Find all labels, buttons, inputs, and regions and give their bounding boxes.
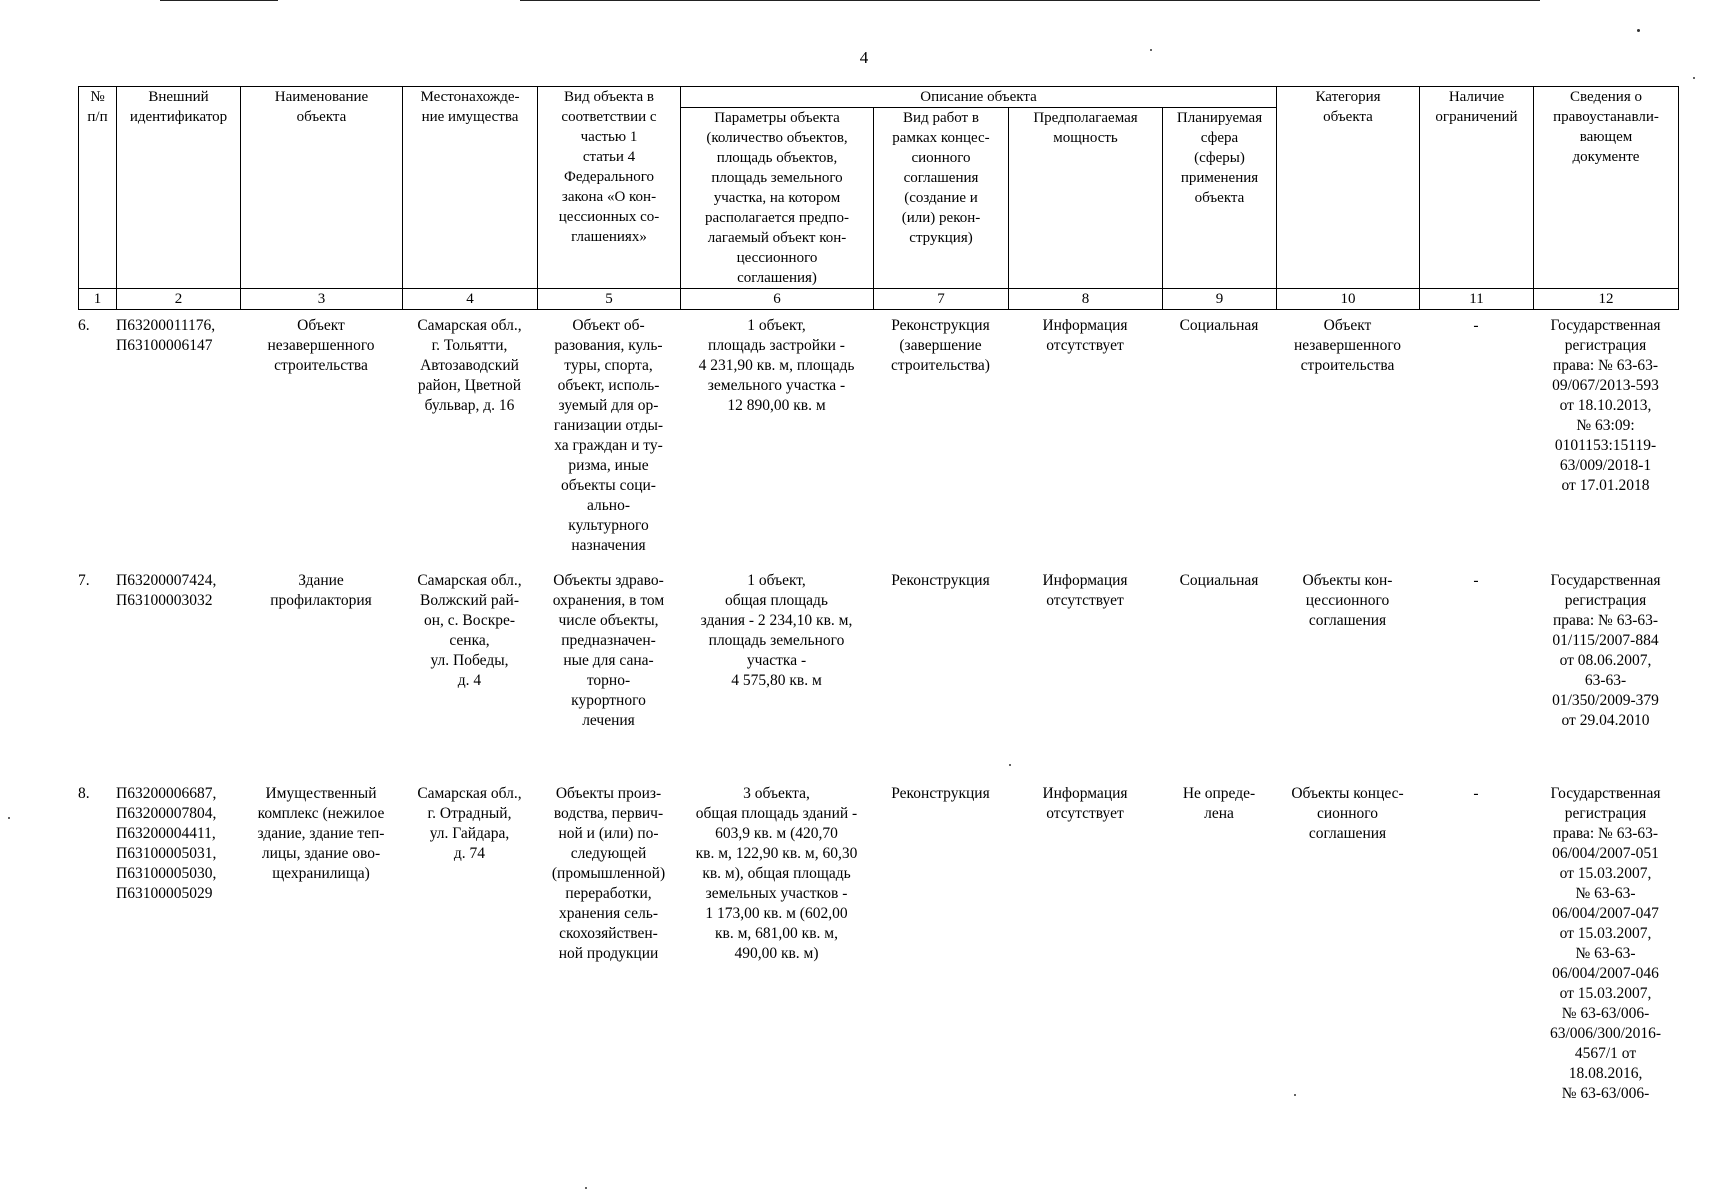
row-identifier — [116, 316, 240, 356]
row-document-line: 63/009/2018-1 — [1559, 457, 1652, 474]
header-number-row — [79, 289, 1679, 310]
row-capacity-line: отсутствует — [1046, 805, 1124, 822]
row-location-line: г. Отрадный, — [427, 805, 512, 822]
row-document-line: 06/004/2007-047 — [1552, 905, 1659, 922]
row-object-type-line: переработки, — [565, 885, 652, 902]
row-object-name-line: комплекс (нежилое — [257, 805, 385, 822]
row-parameters-line: 3 объекта, — [743, 785, 810, 802]
row-identifier-line: П63200007804, — [116, 805, 217, 822]
row-object-type-line: скохозяйствен- — [559, 925, 658, 942]
row-category-line: цессионного — [1305, 592, 1390, 609]
row-document-line: 18.08.2016, — [1568, 1065, 1643, 1082]
row-document — [1533, 571, 1678, 731]
row-object-type-line: туры, спорта, — [564, 357, 653, 374]
header-col-capacity: Предполагаемая мощность — [1009, 108, 1163, 289]
row-object-type-line: ной продукции — [558, 945, 659, 962]
row-document — [1533, 784, 1678, 1104]
row-location-line: бульвар, д. 16 — [424, 397, 515, 414]
row-object-type-line: торно- — [586, 672, 631, 689]
row-category-line: незавершенного — [1293, 337, 1402, 354]
row-object-type-line: хранения сель- — [558, 905, 659, 922]
row-location-line: он, с. Воскре- — [423, 612, 516, 629]
row-works-line: Реконструкция — [891, 317, 990, 334]
row-identifier-line: П63200006687, — [116, 785, 217, 802]
row-identifier-line: П63200011176, — [116, 317, 216, 334]
row-document-line: № 63-63/006- — [1561, 1085, 1650, 1102]
row-location-line: Самарская обл., — [417, 317, 522, 334]
row-parameters-line: участка - — [746, 652, 807, 669]
column-number: 9 — [1163, 289, 1277, 310]
row-document-line: № 63-63/006- — [1561, 1005, 1650, 1022]
row-object-type-line: ной и (или) по- — [558, 825, 659, 842]
row-identifier-line: П63100005030, — [116, 865, 217, 882]
row-parameters-line: 603,9 кв. м (420,70 — [715, 825, 838, 842]
row-object-name-line: профилактория — [270, 592, 372, 609]
column-number: 10 — [1277, 289, 1420, 310]
row-object-name — [240, 784, 402, 884]
row-document-line: Государственная — [1550, 572, 1661, 589]
header-col-identifier: Внешний идентификатор — [117, 87, 241, 289]
row-works — [873, 316, 1008, 376]
row-object-name-line: здание, здание теп- — [257, 825, 385, 842]
row-document-line: от 15.03.2007, — [1559, 865, 1652, 882]
row-sphere — [1162, 316, 1276, 336]
row-parameters-line: кв. м, 122,90 кв. м, 60,30 — [695, 845, 858, 862]
row-works — [873, 571, 1008, 591]
row-identifier-line: П63200007424, — [116, 572, 217, 589]
row-sphere-line: Не опреде- — [1182, 785, 1256, 802]
row-restrictions — [1419, 571, 1533, 591]
row-location — [402, 784, 537, 864]
row-index — [78, 316, 110, 336]
row-restrictions-line: - — [1473, 572, 1479, 589]
column-number: 8 — [1009, 289, 1163, 310]
row-category-line: соглашения — [1308, 825, 1387, 842]
row-parameters-line: 4 575,80 кв. м — [731, 672, 822, 689]
row-index-line: 8. — [78, 785, 90, 802]
column-number: 6 — [681, 289, 874, 310]
row-document-line: регистрация — [1564, 592, 1647, 609]
row-document-line: права: № 63-63- — [1552, 612, 1659, 629]
row-object-type-line: Объекты здраво- — [553, 572, 664, 589]
column-number: 1 — [79, 289, 117, 310]
row-sphere — [1162, 571, 1276, 591]
row-document-line: регистрация — [1564, 337, 1647, 354]
row-object-type-line: (промышленной) — [551, 865, 666, 882]
row-identifier-line: П63200004411, — [116, 825, 216, 842]
row-parameters — [680, 784, 873, 964]
header-col-category: Категория объекта — [1277, 87, 1420, 289]
row-object-type-line: объект, исполь- — [557, 377, 660, 394]
row-document-line: права: № 63-63- — [1552, 825, 1659, 842]
row-document-line: 4567/1 от — [1574, 1045, 1637, 1062]
scan-speck — [8, 817, 10, 819]
header-group-description: Описание объекта — [681, 87, 1277, 108]
row-object-type-line: следующей — [570, 845, 647, 862]
row-parameters-line: земельных участков - — [705, 885, 848, 902]
scan-speck — [1294, 1094, 1296, 1096]
row-object-type-line: разования, куль- — [554, 337, 663, 354]
row-sphere-line: Социальная — [1179, 317, 1259, 334]
row-sphere-line: лена — [1204, 805, 1234, 822]
column-number: 11 — [1420, 289, 1534, 310]
row-object-type-line: предназначен- — [561, 632, 656, 649]
row-object-type — [537, 316, 680, 556]
row-parameters-line: кв. м, 681,00 кв. м, — [715, 925, 838, 942]
row-parameters-line: 490,00 кв. м) — [734, 945, 819, 962]
row-document-line: № 63:09: — [1576, 417, 1635, 434]
row-document-line: 06/004/2007-051 — [1552, 845, 1659, 862]
row-location-line: Волжский рай- — [419, 592, 519, 609]
row-location-line: ул. Гайдара, — [429, 825, 510, 842]
row-category — [1276, 784, 1419, 844]
row-restrictions-line: - — [1473, 317, 1479, 334]
scan-speck — [1009, 764, 1011, 766]
row-location-line: д. 74 — [453, 845, 486, 862]
row-category — [1276, 316, 1419, 376]
row-parameters-line: 1 объект, — [747, 317, 806, 334]
row-works-line: (завершение — [899, 337, 982, 354]
column-number: 7 — [874, 289, 1009, 310]
row-location-line: Автозаводский — [420, 357, 519, 374]
row-document-line: от 08.06.2007, — [1559, 652, 1652, 669]
row-object-name-line: щехранилища) — [272, 865, 370, 882]
row-parameters-line: площадь застройки - — [708, 337, 845, 354]
row-object-type-line: назначения — [571, 537, 646, 554]
column-number: 2 — [117, 289, 241, 310]
row-works-line: Реконструкция — [891, 572, 990, 589]
row-location-line: г. Тольятти, — [431, 337, 508, 354]
header-col-number: № п/п — [79, 87, 117, 289]
row-object-name-line: незавершенного — [267, 337, 375, 354]
row-identifier — [116, 784, 240, 904]
row-parameters — [680, 571, 873, 691]
row-parameters-line: общая площадь зданий - — [695, 805, 858, 822]
row-document-line: 63-63- — [1584, 672, 1627, 689]
row-capacity — [1008, 784, 1162, 824]
header-col-sphere: Планируемая сфера (сферы) применения объекта — [1163, 108, 1277, 289]
row-object-type-line: курортного — [571, 692, 646, 709]
row-document-line: 63/006/300/2016- — [1549, 1025, 1662, 1042]
row-identifier-line: П63100005029 — [116, 885, 213, 902]
row-sphere — [1162, 784, 1276, 824]
row-object-type-line: объекты соци- — [561, 477, 656, 494]
header-col-params: Параметры объекта (количество объектов, площадь объектов, площадь земельного участка, на котором располагается предпо- лагаемый объект кон- цессионного соглашения) — [681, 108, 874, 289]
row-identifier-line: П63100003032 — [116, 592, 213, 609]
row-location-line: Самарская обл., — [417, 785, 522, 802]
row-capacity-line: отсутствует — [1046, 337, 1124, 354]
row-capacity-line: Информация — [1042, 572, 1128, 589]
page-number: 4 — [859, 48, 869, 67]
row-object-type-line: числе объекты, — [558, 612, 659, 629]
header-col-works: Вид работ в рамках концес- сионного соглашения (создание и (или) рекон- струкция) — [874, 108, 1009, 289]
row-object-name-line: Здание — [298, 572, 344, 589]
row-object-type-line: лечения — [582, 712, 635, 729]
scan-speck — [1693, 77, 1695, 79]
column-number: 12 — [1534, 289, 1679, 310]
row-location-line: Самарская обл., — [417, 572, 522, 589]
row-document-line: от 29.04.2010 — [1561, 712, 1650, 729]
row-parameters-line: 1 объект, — [747, 572, 806, 589]
row-location-line: сенка, — [449, 632, 490, 649]
row-object-type-line: зуемый для ор- — [558, 397, 659, 414]
row-document-line: от 18.10.2013, — [1559, 397, 1652, 414]
row-index — [78, 784, 110, 804]
row-restrictions — [1419, 316, 1533, 336]
table-header — [78, 86, 1679, 310]
row-sphere-line: Социальная — [1179, 572, 1259, 589]
column-number: 5 — [538, 289, 681, 310]
row-parameters-line: общая площадь — [724, 592, 828, 609]
row-document-line: № 63-63- — [1575, 945, 1636, 962]
row-object-type-line: культурного — [568, 517, 649, 534]
row-category — [1276, 571, 1419, 631]
row-object-type-line: ризма, иные — [568, 457, 649, 474]
column-number: 4 — [403, 289, 538, 310]
row-document-line: Государственная — [1550, 785, 1661, 802]
row-object-name-line: Имущественный — [265, 785, 377, 802]
row-object-name-line: строительства — [274, 357, 368, 374]
row-category-line: строительства — [1300, 357, 1395, 374]
row-object-type-line: ные для сана- — [563, 652, 654, 669]
row-document-line: регистрация — [1564, 805, 1647, 822]
row-document-line: 0101153:15119- — [1554, 437, 1657, 454]
row-parameters-line: 12 890,00 кв. м — [727, 397, 826, 414]
row-document-line: права: № 63-63- — [1552, 357, 1659, 374]
row-object-type-line: ганизации отды- — [553, 417, 664, 434]
row-object-type-line: водства, первич- — [553, 805, 664, 822]
row-document-line: от 15.03.2007, — [1559, 985, 1652, 1002]
row-parameters-line: кв. м), общая площадь — [702, 865, 851, 882]
scan-speck — [585, 1187, 587, 1189]
scan-edge-line — [520, 0, 1540, 1]
header-col-restrictions: Наличие ограничений — [1420, 87, 1534, 289]
row-location-line: д. 4 — [457, 672, 482, 689]
row-restrictions-line: - — [1473, 785, 1479, 802]
row-capacity-line: Информация — [1042, 785, 1128, 802]
row-capacity-line: Информация — [1042, 317, 1128, 334]
header-col-type: Вид объекта в соответствии с частью 1 статьи 4 Федерального закона «О кон- цессионных со- глашениях» — [538, 87, 681, 289]
row-document-line: 01/115/2007-884 — [1552, 632, 1659, 649]
row-parameters — [680, 316, 873, 416]
row-identifier-line: П63100005031, — [116, 845, 217, 862]
row-parameters-line: 1 173,00 кв. м (602,00 — [705, 905, 848, 922]
row-object-type-line: Объект об- — [572, 317, 645, 334]
row-document-line: 09/067/2013-593 — [1552, 377, 1659, 394]
row-location — [402, 316, 537, 416]
row-object-name — [240, 316, 402, 376]
row-works — [873, 784, 1008, 804]
row-category-line: Объекты кон- — [1302, 572, 1393, 589]
row-category-line: Объекты концес- — [1291, 785, 1404, 802]
column-number: 3 — [241, 289, 403, 310]
row-parameters-line: земельного участка - — [707, 377, 846, 394]
row-parameters-line: 4 231,90 кв. м, площадь — [698, 357, 855, 374]
row-capacity-line: отсутствует — [1046, 592, 1124, 609]
row-identifier — [116, 571, 240, 611]
row-object-type — [537, 784, 680, 964]
row-works-line: строительства) — [891, 357, 990, 374]
row-capacity — [1008, 316, 1162, 356]
row-index — [78, 571, 110, 591]
row-restrictions — [1419, 784, 1533, 804]
row-object-type-line: ально- — [586, 497, 631, 514]
row-works-line: Реконструкция — [891, 785, 990, 802]
row-location — [402, 571, 537, 691]
row-document-line: Государственная — [1550, 317, 1661, 334]
header-col-name: Наименование объекта — [241, 87, 403, 289]
row-document-line: № 63-63- — [1575, 885, 1636, 902]
scan-speck — [1637, 29, 1640, 32]
row-identifier-line: П63100006147 — [116, 337, 213, 354]
row-object-type-line: Объекты произ- — [555, 785, 662, 802]
row-object-type-line: ха граждан и ту- — [554, 437, 663, 454]
header-col-document: Сведения о правоустанавли- вающем документе — [1534, 87, 1679, 289]
row-object-name — [240, 571, 402, 611]
row-location-line: район, Цветной — [417, 377, 522, 394]
row-parameters-line: площадь земельного — [708, 632, 845, 649]
row-object-type-line: охранения, в том — [552, 592, 665, 609]
row-document-line: 06/004/2007-046 — [1552, 965, 1659, 982]
row-category-line: соглашения — [1308, 612, 1387, 629]
row-object-name-line: лицы, здание ово- — [261, 845, 381, 862]
row-document-line: от 15.03.2007, — [1559, 925, 1652, 942]
row-location-line: ул. Победы, — [430, 652, 509, 669]
row-capacity — [1008, 571, 1162, 611]
row-object-type — [537, 571, 680, 731]
scan-edge-line — [160, 0, 278, 1]
row-parameters-line: здания - 2 234,10 кв. м, — [700, 612, 853, 629]
row-category-line: сионного — [1317, 805, 1378, 822]
header-col-location: Местонахожде- ние имущества — [403, 87, 538, 289]
row-index-line: 6. — [78, 317, 90, 334]
row-category-line: Объект — [1323, 317, 1372, 334]
row-document-line: 01/350/2009-379 — [1552, 692, 1659, 709]
row-object-name-line: Объект — [297, 317, 345, 334]
row-index-line: 7. — [78, 572, 90, 589]
row-document — [1533, 316, 1678, 496]
row-document-line: от 17.01.2018 — [1561, 477, 1650, 494]
